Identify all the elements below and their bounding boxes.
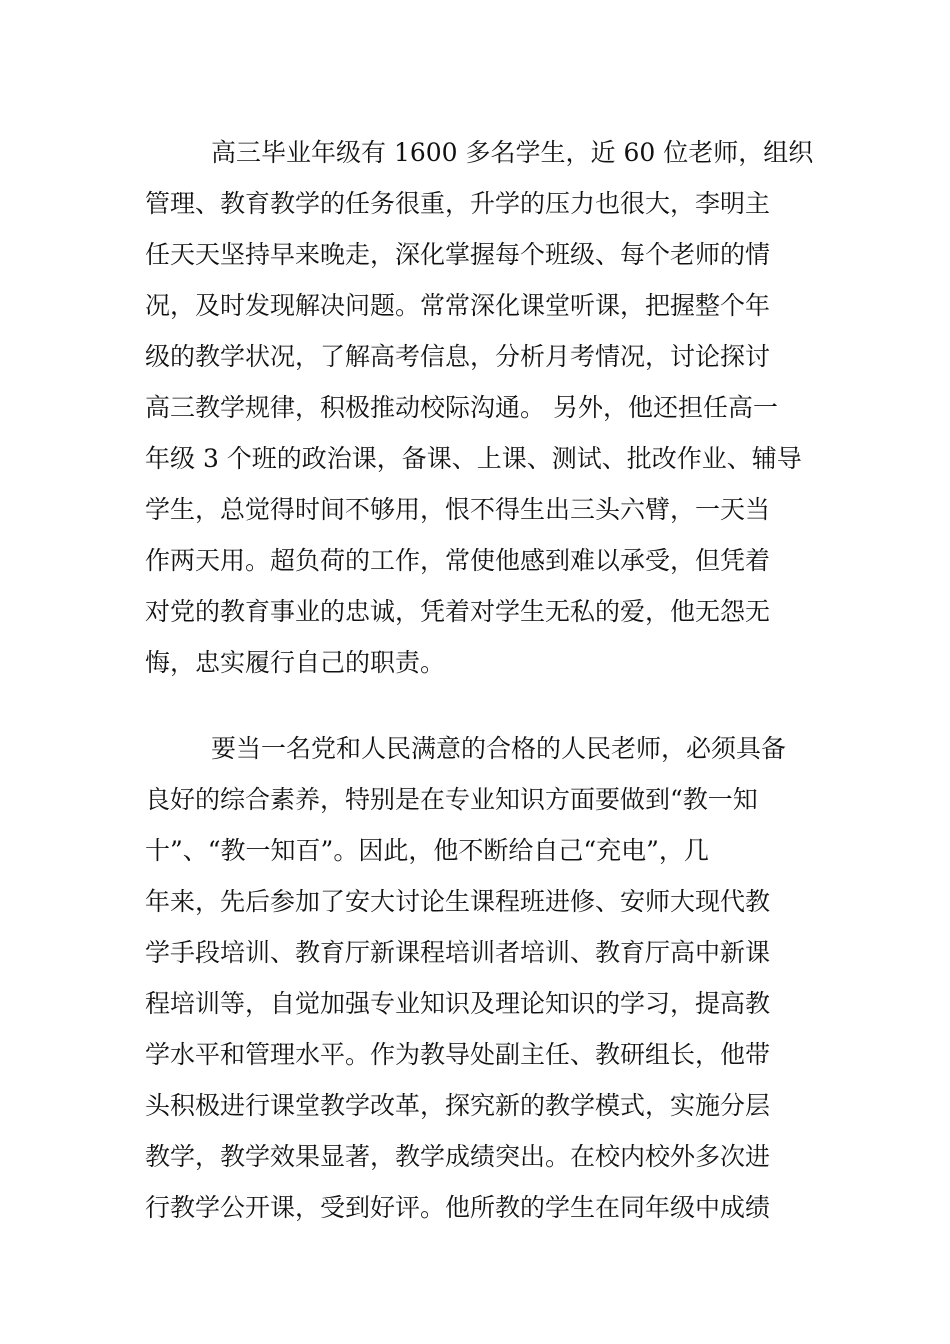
paragraph-line: 年级 3 个班的政治课，备课、上课、测试、批改作业、辅导 — [145, 444, 802, 473]
paragraph-line: 教学，教学效果显著，教学成绩突出。在校内校外多次进 — [145, 1142, 771, 1171]
paragraph-line: 要当一名党和人民满意的合格的人民老师，必须具备 — [211, 734, 787, 763]
paragraph-line: 况，及时发现解决问题。常常深化课堂听课，把握整个年 — [145, 291, 771, 320]
paragraph-line: 级的教学状况，了解高考信息，分析月考情况，讨论探讨 — [145, 342, 771, 371]
paragraph-line: 程培训等，自觉加强专业知识及理论知识的学习，提高教 — [145, 989, 771, 1018]
paragraph-line: 悔，忠实履行自己的职责。 — [145, 648, 446, 677]
paragraph-1 — [145, 127, 814, 688]
paragraph-line: 高三教学规律，积极推动校际沟通。 另外，他还担任高一 — [145, 393, 778, 422]
paragraph-line: 任天天坚持早来晚走，深化掌握每个班级、每个老师的情 — [145, 240, 771, 269]
paragraph-line: 学生，总觉得时间不够用，恨不得生出三头六臂，一天当 — [145, 495, 771, 524]
paragraph-2 — [145, 723, 805, 1233]
paragraph-line: 学手段培训、教育厅新课程培训者培训、教育厅高中新课 — [145, 938, 771, 967]
paragraph-line: 年来，先后参加了安大讨论生课程班进修、安师大现代教 — [145, 887, 771, 916]
paragraph-line: 学水平和管理水平。作为教导处副主任、教研组长，他带 — [145, 1040, 771, 1069]
paragraph-line: 作两天用。超负荷的工作，常使他感到难以承受，但凭着 — [145, 546, 771, 575]
paragraph-line: 头积极进行课堂教学改革，探究新的教学模式，实施分层 — [145, 1091, 771, 1120]
paragraph-line: 良好的综合素养，特别是在专业知识方面要做到“教一知 — [145, 785, 758, 814]
paragraph-line: 高三毕业年级有 1600 多名学生，近 60 位老师，组织 — [211, 138, 814, 167]
paragraph-line: 管理、教育教学的任务很重，升学的压力也很大，李明主 — [145, 189, 771, 218]
paragraph-line: 行教学公开课，受到好评。他所教的学生在同年级中成绩 — [145, 1193, 771, 1222]
paragraph-line: 十”、“教一知百”。因此，他不断给自己“充电”，几 — [145, 836, 709, 865]
paragraph-line: 对党的教育事业的忠诚，凭着对学生无私的爱，他无怨无 — [145, 597, 771, 626]
